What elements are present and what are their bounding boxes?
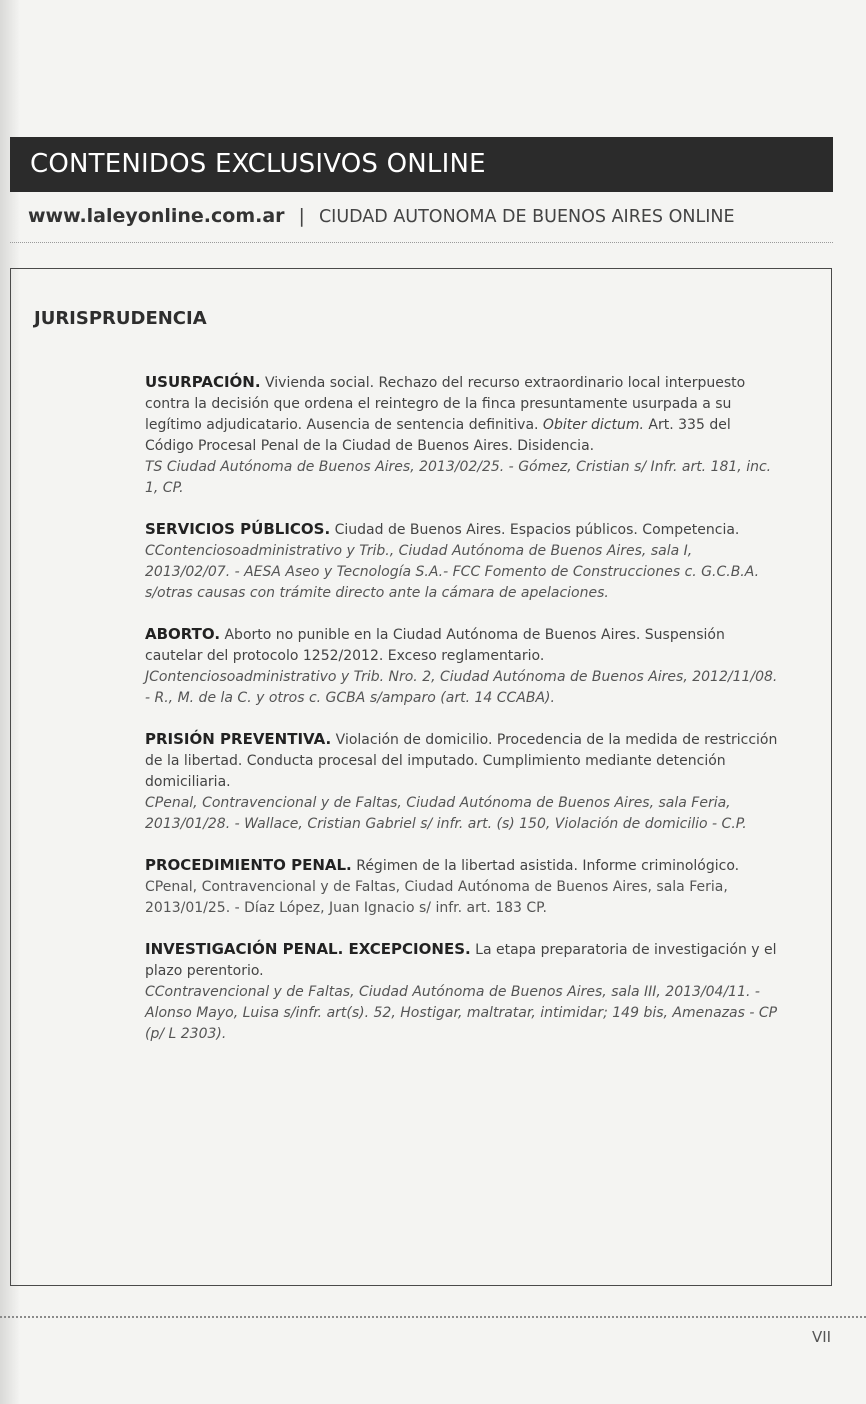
- header-divider: [10, 242, 833, 243]
- entry-body: La etapa preparatoria de investigación y el plazo perentorio.: [145, 942, 777, 979]
- footer-divider: [0, 1316, 866, 1318]
- entry-body: Vivienda social. Rechazo del recurso extraordinario local interpuesto contra la decisión que ordena el reintegro de la finca presuntamente usurpada a su legítimo adjudicatario. Ausencia de sentencia definitiva.: [145, 375, 746, 433]
- jurisprudence-entry: [145, 624, 781, 709]
- entry-lead: USURPACIÓN.: [145, 373, 261, 391]
- jurisprudence-entry: [145, 372, 781, 499]
- entry-citation: TS Ciudad Autónoma de Buenos Aires, 2013/02/25. - Gómez, Cristian s/ Infr. art. 181, inc. 1, CP.: [145, 459, 772, 496]
- entry-citation: CContravencional y de Faltas, Ciudad Autónoma de Buenos Aires, sala III, 2013/04/11. - Alonso Mayo, Luisa s/infr. art(s). 52, Hostigar, maltratar, intimidar; 149 bis, Amenazas - CP (p/ L 2303).: [145, 984, 778, 1042]
- entry-lead: ABORTO.: [145, 625, 221, 643]
- entry-lead: PRISIÓN PREVENTIVA.: [145, 730, 332, 748]
- entry-lead: INVESTIGACIÓN PENAL. EXCEPCIONES.: [145, 940, 471, 958]
- jurisprudence-entry: [145, 729, 781, 835]
- entry-citation: CContenciosoadministrativo y Trib., Ciudad Autónoma de Buenos Aires, sala I, 2013/02/07. - AESA Aseo y Tecnología S.A.- FCC Fomento de Construcciones c. G.C.B.A. s/otras causas con trámite directo ante la cámara de apelaciones.: [145, 543, 760, 601]
- section-heading: JURISPRUDENCIA: [34, 308, 207, 329]
- entry-body: Régimen de la libertad asistida. Informe criminológico.: [351, 858, 740, 874]
- entry-citation: JContenciosoadministrativo y Trib. Nro. 2, Ciudad Autónoma de Buenos Aires, 2012/11/08. - R., M. de la C. y otros c. GCBA s/amparo (art. 14 CCABA).: [145, 669, 778, 706]
- page-number: VII: [812, 1328, 832, 1346]
- jurisprudence-entry: [145, 939, 781, 1045]
- entry-body: Aborto no punible en la Ciudad Autónoma de Buenos Aires. Suspensión cautelar del protocolo 1252/2012. Exceso reglamentario.: [145, 627, 725, 664]
- jurisprudence-entry: [145, 855, 781, 919]
- entry-citation: CPenal, Contravencional y de Faltas, Ciudad Autónoma de Buenos Aires, sala Feria, 2013/01/28. - Wallace, Cristian Gabriel s/ infr. art. (s) 150, Violación de domicilio - C.P.: [145, 795, 747, 832]
- entry-body: Violación de domicilio. Procedencia de la medida de restricción de la libertad. Conducta procesal del imputado. Cumplimiento mediante detención domiciliaria.: [145, 732, 778, 790]
- jurisprudence-list: [145, 372, 781, 1065]
- jurisprudence-entry: [145, 519, 781, 604]
- section-banner: [10, 137, 833, 192]
- entry-citation: CPenal, Contravencional y de Faltas, Ciudad Autónoma de Buenos Aires, sala Feria, 2013/01/25. - Díaz López, Juan Ignacio s/ infr. art. 183 CP.: [145, 879, 728, 916]
- entry-lead: PROCEDIMIENTO PENAL.: [145, 856, 352, 874]
- entry-body: Ciudad de Buenos Aires. Espacios públicos. Competencia.: [330, 522, 740, 538]
- subheader-separator: |: [298, 205, 305, 227]
- entry-body-tail: Art. 335 del Código Procesal Penal de la Ciudad de Buenos Aires. Disidencia.: [145, 417, 731, 454]
- banner-title: CONTENIDOS EXCLUSIVOS ONLINE: [30, 149, 486, 179]
- entry-body-italic: Obiter dictum.: [538, 417, 644, 433]
- site-section-label: CIUDAD AUTONOMA DE BUENOS AIRES ONLINE: [318, 207, 735, 227]
- site-url-link[interactable]: www.laleyonline.com.ar: [28, 205, 285, 227]
- subheader: [28, 205, 735, 227]
- entry-lead: SERVICIOS PÚBLICOS.: [145, 520, 331, 538]
